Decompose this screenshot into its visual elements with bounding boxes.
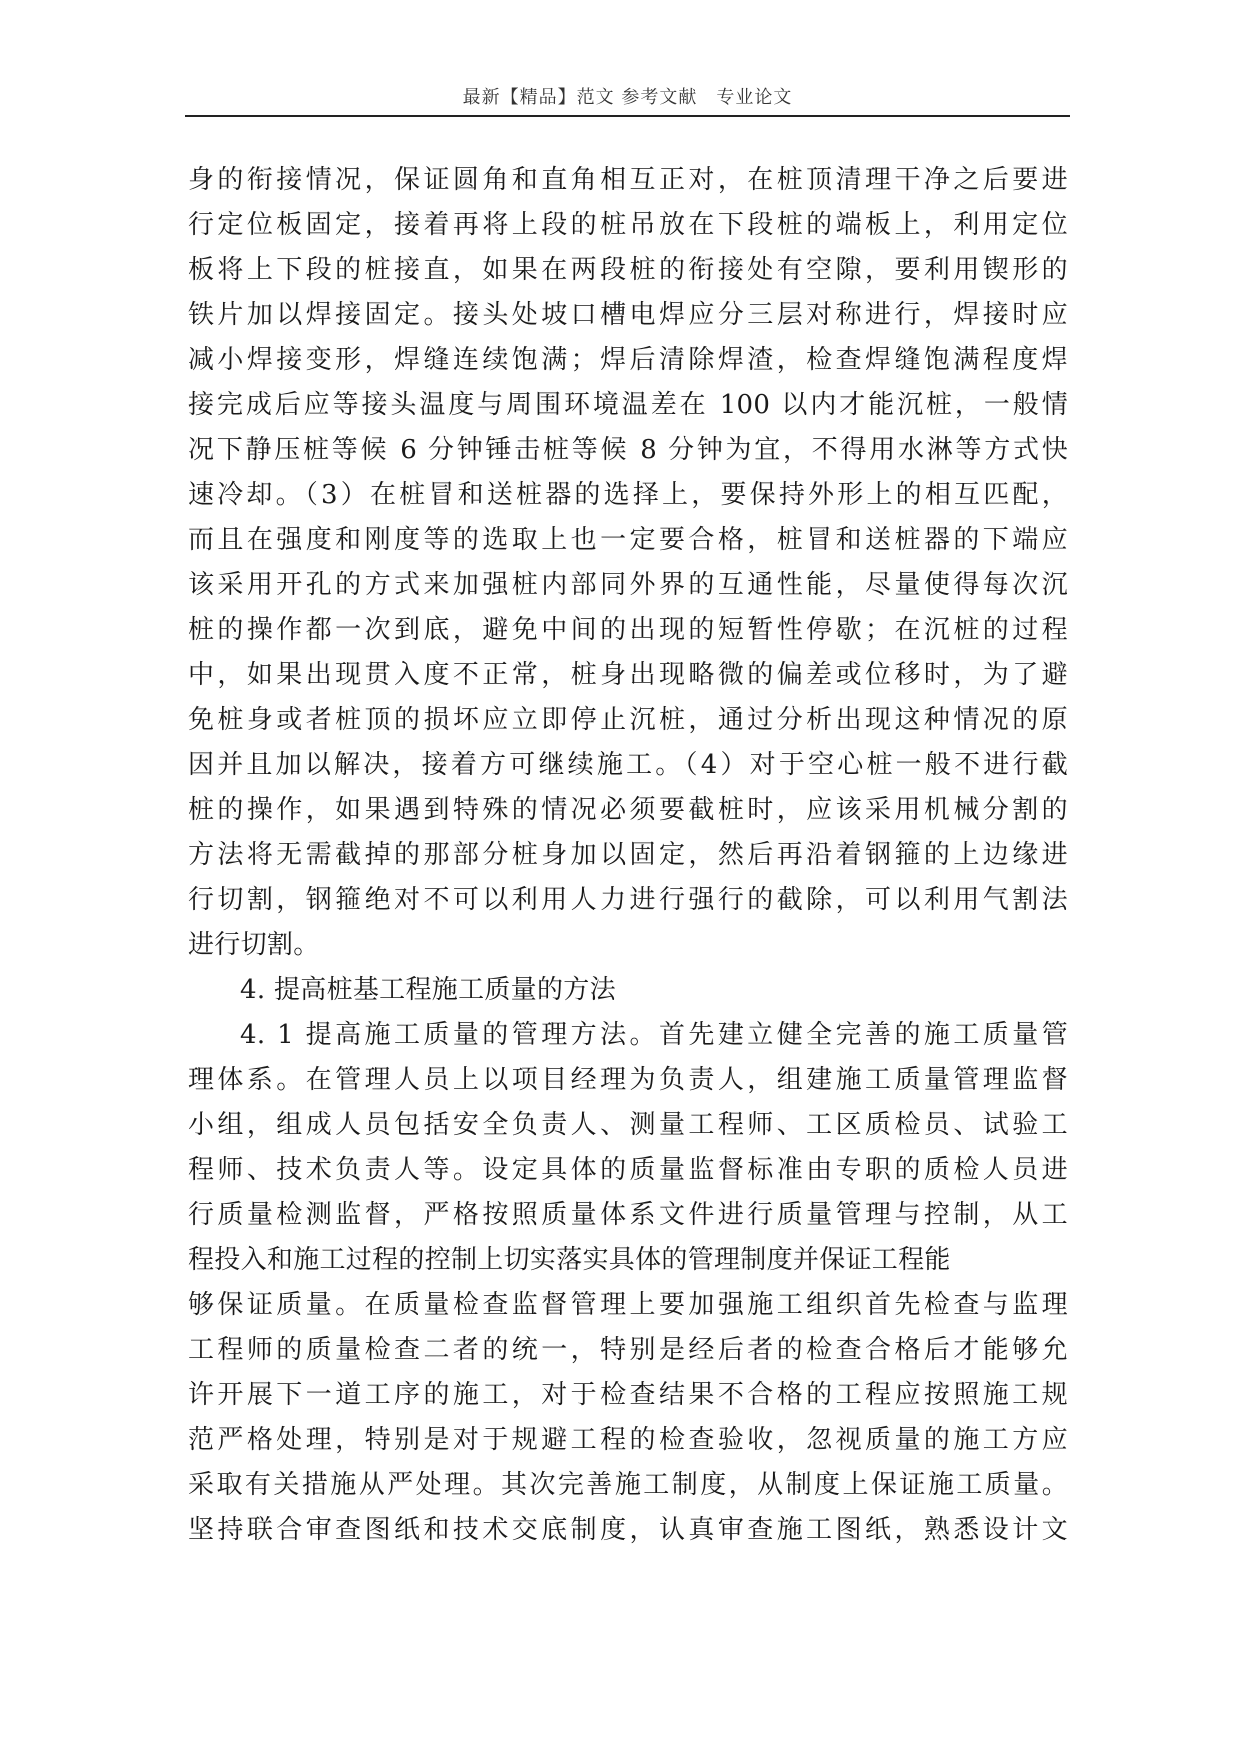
text-line: 方法将无需截掉的那部分桩身加以固定，然后再沿着钢箍的上边缘进 [188,840,1068,870]
text-line: 理体系。在管理人员上以项目经理为负责人，组建施工质量管理监督 [188,1065,1068,1095]
text-line: 程师、技术负责人等。设定具体的质量监督标准由专职的质检人员进 [188,1155,1068,1185]
text-line: 工程师的质量检查二者的统一，特别是经后者的检查合格后才能够允 [188,1335,1068,1365]
text-line: 桩的操作，如果遇到特殊的情况必须要截桩时，应该采用机械分割的 [188,795,1068,825]
text-line: 免桩身或者桩顶的损坏应立即停止沉桩，通过分析出现这种情况的原 [188,705,1068,735]
text-line: 进行切割。 [188,930,320,960]
text-line: 桩的操作都一次到底，避免中间的出现的短暂性停歇；在沉桩的过程 [188,615,1068,645]
text-line: 行定位板固定，接着再将上段的桩吊放在下段桩的端板上，利用定位 [188,210,1068,240]
header-divider [185,115,1070,117]
text-line: 4. 1 提高施工质量的管理方法。首先建立健全完善的施工质量管 [240,1020,1068,1050]
text-line: 行质量检测监督，严格按照质量体系文件进行质量管理与控制，从工 [188,1200,1068,1230]
text-line: 况下静压桩等候 6 分钟锤击桩等候 8 分钟为宜，不得用水淋等方式快 [188,435,1068,465]
text-line: 程投入和施工过程的控制上切实落实具体的管理制度并保证工程能 [188,1245,951,1275]
text-line: 身的衔接情况，保证圆角和直角相互正对，在桩顶清理干净之后要进 [188,165,1068,195]
text-line: 坚持联合审查图纸和技术交底制度，认真审查施工图纸，熟悉设计文 [188,1515,1068,1545]
text-line: 许开展下一道工序的施工，对于检查结果不合格的工程应按照施工规 [188,1380,1068,1410]
text-line: 速冷却。（3）在桩冒和送桩器的选择上，要保持外形上的相互匹配， [188,480,1068,510]
body-text [188,158,1068,1553]
text-line: 采取有关措施从严处理。其次完善施工制度，从制度上保证施工质量。 [188,1470,1068,1500]
section-heading: 4. 提高桩基工程施工质量的方法 [240,975,616,1005]
text-line: 够保证质量。在质量检查监督管理上要加强施工组织首先检查与监理 [188,1290,1068,1320]
text-line: 而且在强度和刚度等的选取上也一定要合格，桩冒和送桩器的下端应 [188,525,1068,555]
text-line: 中，如果出现贯入度不正常，桩身出现略微的偏差或位移时，为了避 [188,660,1068,690]
text-line: 板将上下段的桩接直，如果在两段桩的衔接处有空隙，要利用锲形的 [188,255,1068,285]
page-header: 最新【精品】范文 参考文献 专业论文 [462,87,793,108]
text-line: 减小焊接变形，焊缝连续饱满；焊后清除焊渣，检查焊缝饱满程度焊 [188,345,1068,375]
text-line: 该采用开孔的方式来加强桩内部同外界的互通性能，尽量使得每次沉 [188,570,1068,600]
text-line: 铁片加以焊接固定。接头处坡口槽电焊应分三层对称进行，焊接时应 [188,300,1068,330]
text-line: 接完成后应等接头温度与周围环境温差在 100 以内才能沉桩，一般情 [188,390,1068,420]
text-line: 因并且加以解决，接着方可继续施工。（4）对于空心桩一般不进行截 [188,750,1068,780]
text-line: 小组，组成人员包括安全负责人、测量工程师、工区质检员、试验工 [188,1110,1068,1140]
text-line: 行切割，钢箍绝对不可以利用人力进行强行的截除，可以利用气割法 [188,885,1068,915]
text-line: 范严格处理，特别是对于规避工程的检查验收，忽视质量的施工方应 [188,1425,1068,1455]
